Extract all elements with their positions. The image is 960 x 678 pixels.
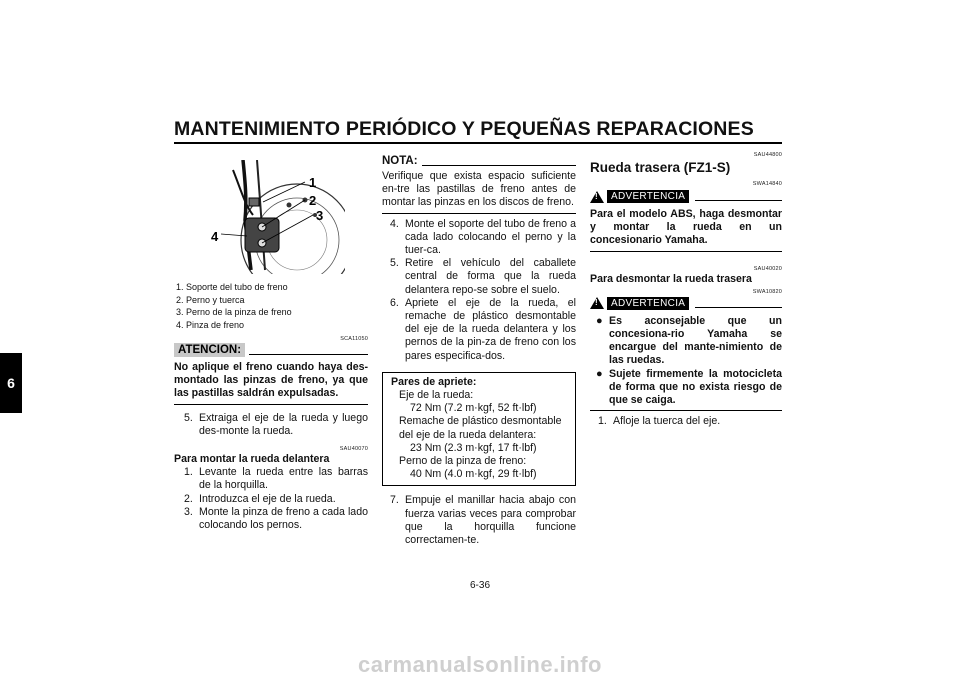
column-3 [590, 152, 782, 428]
warning-bullet [590, 368, 782, 408]
torque-line: 40 Nm (4.0 m·kgf, 29 ft·lbf) [410, 468, 537, 481]
warning-rule [590, 410, 782, 411]
step-number: 1. [184, 466, 193, 479]
nota-rule [382, 213, 576, 214]
warning-label: ADVERTENCIA [607, 297, 689, 310]
legend-item: 3. Perno de la pinza de freno [176, 307, 292, 318]
torque-line: 23 Nm (2.3 m·kgf, 17 ft·lbf) [410, 441, 537, 454]
step-6 [382, 297, 576, 363]
step-text: Afloje la tuerca del eje. [613, 415, 721, 428]
warning-code: SWA10820 [752, 288, 782, 295]
page-title: MANTENIMIENTO PERIÓDICO Y PEQUEÑAS REPARACIONES [174, 118, 754, 140]
subsection-code: SAU40020 [753, 265, 782, 272]
step-text: Introduzca el eje de la rueda. [199, 492, 336, 505]
step-number: 1. [598, 415, 607, 428]
chapter-tab: 6 [0, 353, 22, 413]
column-1 [174, 336, 368, 532]
step-1 [590, 415, 782, 428]
torque-line: Remache de plástico desmontable [399, 415, 562, 428]
section-title: Para montar la rueda delantera [174, 453, 330, 466]
step-3 [174, 506, 368, 532]
warning-icon: ! [590, 297, 604, 309]
step-number: 4. [390, 217, 399, 230]
step-text: Monte la pinza de freno a cada lado colocando los pernos. [199, 505, 368, 532]
warning-header [590, 297, 782, 310]
torque-line: Eje de la rueda: [399, 389, 474, 402]
step-text: Monte el soporte del tubo de freno a cada lado colocando el perno y la tuer-ca. [405, 217, 576, 257]
warning-icon: ! [590, 191, 604, 203]
nota-text: Verifique que exista espacio suficiente en-tre las pastillas de freno antes de montar las pinzas en los discos de freno. [382, 170, 576, 209]
callout-3: 3 [316, 208, 324, 223]
warning-label: ADVERTENCIA [607, 190, 689, 203]
step-5 [174, 412, 368, 438]
step-4 [382, 218, 576, 258]
figure-legend [176, 281, 292, 331]
warning-bullet [590, 315, 782, 368]
torque-line: 72 Nm (7.2 m·kgf, 52 ft·lbf) [410, 402, 537, 415]
watermark: carmanualsonline.info [358, 652, 602, 677]
step-1 [174, 466, 368, 492]
step-text: Retire el vehículo del caballete central de forma que la rueda delantera repo-se sobre el suelo. [405, 257, 576, 296]
atencion-text: No aplique el freno cuando haya des-montado las pinzas de freno, ya que las pastillas saldrán expulsadas. [174, 361, 368, 400]
torque-line: Perno de la pinza de freno: [399, 455, 527, 468]
step-7 [382, 494, 576, 547]
warning-text: Para el modelo ABS, haga desmontar y montar la rueda en un concesionario Yamaha. [590, 208, 782, 247]
legend-item: 2. Perno y tuerca [176, 294, 245, 305]
callout-4: 4 [211, 229, 219, 244]
step-number: 6. [390, 296, 399, 309]
legend-item: 1. Soporte del tubo de freno [176, 282, 288, 292]
nota-label: NOTA: [382, 155, 418, 167]
bullet-text: Sujete firmemente la motocicleta de forma que no exista riesgo de que se caiga. [609, 367, 782, 407]
legend-item: 4. Pinza de freno [176, 319, 245, 330]
torque-box [382, 372, 576, 487]
torque-line: del eje de la rueda delantera: [399, 428, 537, 441]
page-number: 6-36 [469, 580, 490, 591]
bullet-icon: ● [596, 367, 603, 380]
step-text: Empuje el manillar hacia abajo con fuerza varias veces para comprobar que la horquilla funcione correctamen-te. [405, 494, 576, 547]
step-text: Apriete el eje de la rueda, el remache de plástico desmontable del eje de la rueda delantera y los pernos de la pin-za de freno con los pares especifica-dos. [405, 296, 576, 362]
torque-title: Pares de apriete: [391, 375, 477, 388]
title-rule [174, 142, 782, 144]
subsection-title: Para desmontar la rueda trasera [590, 272, 752, 285]
callout-2: 2 [309, 193, 317, 208]
step-5 [382, 257, 576, 297]
step-text: Levante la rueda entre las barras de la horquilla. [199, 466, 368, 492]
atencion-label: ATENCION: [174, 343, 245, 357]
step-number: 3. [184, 505, 193, 518]
section-code: SAU44800 [753, 152, 782, 158]
step-number: 5. [184, 411, 193, 424]
step-number: 5. [390, 257, 399, 270]
bullet-icon: ● [596, 314, 603, 327]
column-2 [382, 155, 576, 547]
atencion-rule [174, 404, 368, 405]
step-text: Extraiga el eje de la rueda y luego des-monte la rueda. [199, 411, 368, 437]
step-2 [174, 493, 368, 506]
front-brake-figure [205, 160, 345, 274]
warning-header [590, 190, 782, 203]
section-code: SAU40070 [339, 446, 368, 453]
section-title: Rueda trasera (FZ1-S) [590, 160, 731, 175]
warning-rule [590, 251, 782, 252]
bullet-text: Es aconsejable que un concesiona-rio Yamaha se encargue del mante-nimiento de las ruedas. [609, 314, 782, 367]
callout-1: 1 [309, 175, 317, 190]
step-number: 7. [390, 494, 399, 507]
warning-code: SWA14840 [752, 181, 782, 187]
step-number: 2. [184, 492, 193, 505]
atencion-code: SCA11050 [340, 336, 368, 342]
